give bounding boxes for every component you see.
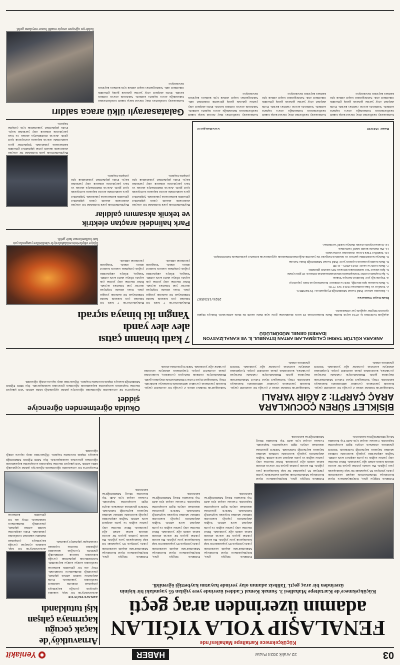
announcement-item: 11- Bu ihalede kısmi teklif verilemez. [337, 246, 389, 251]
announcement-intro: Aşağıda belirtilen iş 4734 sayılı Kamu İhale Kanunu'nun 19 uncu maddesine göre açık ihale usulü ile ihale edilecektir. İhaleye ilişkin ayrıntılı bilgiler aşağıda yer almaktadır. [197, 308, 389, 317]
side-story-body-continued: Arnavutköy'de bir kişi, sokakta oynayan çocuğu kaçırmaya çalışırken mahalle sakinleri tarafından yakalandı. Polis ekiplerine teslim edilen şüpheli, çıkarıldığı mahkemece tutuklandı. Olay anı bir güvenlik kamerası [8, 513, 46, 551]
fire-headline-line3: Yangın iki binaya sıçradı [77, 309, 190, 321]
side-story-text-wrap [48, 519, 98, 599]
side-headline-line4: kişi tutuklandı [41, 603, 98, 614]
main-story-body-col1: Edinilen bilgiye göre, Küçükçekmece ilçesi Kartaltepe Mahallesi'nde akşam saatlerinde yolda yürüyen 65 yaşındaki bir kişi fenalaşarak yere yığıldı. Bu sırada yoldan geçen bir aracın altında kalan adam ağır yaralandı. İhbar üzerine olay yerine sağlık ve polis ekipleri sevk edildi. Sağlık ekiplerinin yaptığı kontrolde talihsiz adamın hayatını kaybettiği belirlendi. Sürücü gözaltına alınırken olayla ilgili soruşturma başlatıldı. Cenaze otopsi için Adli Tıp Kurumu Morg Müdürlüğü'ne kaldırıldı. [204, 491, 252, 559]
announcement-item: 7- İhale tarih ve saati: 16.01.2025 - 11:00 [332, 263, 389, 268]
bicycle-story-body-col1: Sultangazi'de bisiklet süren 2 çocuğa bir otomobil çarptı. Kazada yaralanan çocuklar ambulansla hastaneye kaldırıldı. Olay, Sultangazi ilçesi Cebeci Mahallesi'nde meydana geldi. Bisikletleriyle caddede ilerleyen çocuklara, kontrolden çıkan otomobil çarptı. Çarpmanın etkisiyle savrulan çocuklar ağır yaralandı. Sürücü gözaltına alındı. [314, 360, 394, 390]
fire-story [6, 233, 190, 345]
page-number: 03 [382, 649, 394, 661]
announcement-item: 2- Telefon ve faks numarası: 0212 321 77 01 [328, 284, 389, 289]
bicycle-headline-line1: BİSİKLET SÜREN ÇOCUKLARA [258, 402, 394, 412]
side-divider [99, 417, 100, 645]
galatasaray-story-body-col3: Galatasaray taraftarları maç öncesi karşı takım taraftarlarının bulunduğu araca taşlarla saldırdı. Saldırıda aracın camları kırıldı. Polis ekipleri olay yerine gelerek geniş güvenlik önlemleri aldı. Saldırganları tespit etmek için kamera kayıtları inceleniyor. [262, 91, 326, 117]
main-story-body-col4: Edinilen bilgiye göre, Küçükçekmece ilçesi Kartaltepe Mahallesi'nde akşam saatlerinde yolda yürüyen 65 yaşındaki bir kişi fenalaşarak yere yığıldı. Bu sırada yoldan geçen bir aracın altında kalan adam ağır yaralandı. İhbar üzerine olay yerine sağlık ve polis ekipleri sevk edildi. Sağlık ekiplerinin yaptığı kontrolde talihsiz adamın hayatını kaybettiği belirlendi. Sürücü gözaltına alınırken olayla ilgili soruşturma başlatıldı. Cenaze otopsi için Adli Tıp Kurumu Morg Müdürlüğü'ne kaldırıldı. [328, 434, 394, 481]
park-story-body-col3: Beylikdüzü'nde park halindeki bir araçtan elektronik aksam çalan şüpheliler güvenlik kamerasına yakalandı. Şüpheliler gece saatlerinde aracın kapısını zorlayarak içeri girdi. Aracın multimedya ekranı ve bazı parçalarını sökerek olay yerinden kaçtı. Polis şüphelileri yakalamak için çalışma başlattı. [8, 121, 68, 155]
main-story-photo [254, 483, 394, 559]
right-divider-1 [6, 229, 190, 230]
fire-story-photo [6, 245, 98, 305]
section-label: HABER [132, 650, 168, 661]
side-headline-line2: kaçak çocuğu [45, 624, 98, 635]
galatasaray-story-body-col4: Galatasaray taraftarları maç öncesi karşı takım taraftarlarının bulunduğu araca taşlarla saldırdı. Saldırıda aracın camları kırıldı. Polis ekipleri olay yerine gelerek geniş güvenlik önlemleri aldı. Saldırganları tespit etmek için kamera kayıtları inceleniyor. [188, 91, 258, 117]
bicycle-headline-line2: ARAÇ ÇARPTI: 2 AĞIR YARALI [261, 392, 394, 402]
main-story-body-col2: Edinilen bilgiye göre, Küçükçekmece ilçesi Kartaltepe Mahallesi'nde akşam saatlerinde yolda yürüyen 65 yaşındaki bir kişi fenalaşarak yere yığıldı. Bu sırada yoldan geçen bir aracın altında kalan adam ağır yaralandı. İhbar üzerine olay yerine sağlık ve polis ekipleri sevk edildi. Sağlık ekiplerinin yaptığı kontrolde talihsiz adamın hayatını kaybettiği belirlendi. Sürücü gözaltına alınırken olayla ilgili soruşturma başlatıldı. Cenaze otopsi için Adli Tıp Kurumu Morg Müdürlüğü'ne kaldırıldı. [152, 491, 200, 559]
announcement-item: 10- Teklifler Türk Lirası cinsinden verilecektir. [325, 251, 389, 256]
fire-story-body-col1: Bahçelievler'de 7 katlı bir binanın çatı katında henüz bilinmeyen bir nedenle yangın çıktı. Kısa sürede büyüyen alevler yan binalara sıçradı. İhbar üzerine olay yerine çok sayıda itfaiye ekibi sevk edildi. Yangın, itfaiye ekiplerinin yoğun çalışması sonucu kontrol altına alındı. Yangında yaralanan olmadı. [146, 258, 190, 305]
brand-mark-icon [38, 651, 46, 659]
main-deck: Küçükçekmece'de Kartaltepe Mahallesi 3. Sumak Kemal Caddesi üzerinde yere yığılan 65 yaşındaki bir kişinin üzerinden bir araç geçti. Talihsiz adamın olay yerinde hayatını kaybettiği öğrenildi. [119, 581, 377, 594]
galatasaray-story-photo [6, 31, 94, 103]
main-story [102, 561, 394, 645]
announcement-ikn-row [197, 295, 389, 301]
bicycle-story-body-col2: Sultangazi'de bisiklet süren 2 çocuğa bir otomobil çarptı. Kazada yaralanan çocuklar ambulansla hastaneye kaldırıldı. Olay, Sultangazi ilçesi Cebeci Mahallesi'nde meydana geldi. Bisikletleriyle caddede ilerleyen çocuklara, kontrolden çıkan otomobil çarptı. Çarpmanın etkisiyle savrulan çocuklar ağır yaralandı. Sürücü gözaltına alındı. [230, 360, 310, 390]
galatasaray-headline: Galatasaraylı ülkü araca saldırı [51, 107, 184, 117]
announcement-footer-left: Basın: 1543210 [367, 126, 389, 131]
announcement-ikn-label: İhale Kayıt Numarası [357, 296, 389, 301]
galatasaray-story-body-col2: Galatasaray taraftarları maç öncesi karşı takım taraftarlarının bulunduğu araca taşlarla saldırdı. Saldırıda aracın camları kırıldı. Polis ekipleri olay yerine gelerek geniş güvenlik önlemleri aldı. Saldırganları tespit etmek için kamera kayıtları inceleniyor. [330, 91, 394, 117]
park-story-photo [6, 155, 68, 207]
brand-logo [6, 651, 46, 660]
announcement-items [197, 133, 389, 293]
teacher-story-body: Esenyurt'ta bir ortaokulda öğretmenin öğrenciye şiddet uyguladığı iddia edildi. Veli şikayeti üzerine başlatılan soruşturma kapsamında öğretmen görevden uzaklaştırıldı. İlçe Milli Eğitim Müdürlüğü konuya ilişkin inceleme başlattı. Öğrencinin darp raporu aldığı öğrenildi. [6, 379, 140, 392]
footer-divider [6, 10, 394, 11]
side-story-body: Arnavutköy'de bir kişi, sokakta oynayan çocuğu kaçırmaya çalışırken mahalle sakinleri tarafından yakalandı. Polis ekiplerine teslim edilen şüpheli, çıkarıldığı mahkemece tutuklandı. Olay anı bir güvenlik kamerası tarafından saniye saniye kaydedildi. Görüntülerde şüphelinin çocuğu kolundan tutarak sürüklediği görüldü. Çocuğun annesinin çığlıkları üzerine toplanan vatandaşlar şüpheliyi yakaladı. [48, 540, 98, 595]
announcement-item: 3- İhale konusu işin niteliği, türü ve miktarı: Kanalizasyon hattı yapım işi [289, 280, 389, 285]
page-date: 22 Aralık 2024 Pazar [255, 652, 297, 658]
announcement-item: 8- İhale komisyonunun toplantı yeri: İSKİ Genel Müdürlüğü İhale Salonu [288, 259, 389, 264]
park-story-body-col2: Beylikdüzü'nde park halindeki bir araçtan elektronik aksam çalan şüpheliler güvenlik kamerasına yakalandı. Şüpheliler gece saatlerinde aracın kapısını zorlayarak içeri girdi. Aracın multimedya ekranı ve bazı parçalarını sökerek olay yerinden kaçtı. Polis şüphelileri yakalamak için çalışma başlattı. [71, 173, 129, 207]
side-headline-line3: kaçırmaya çalışan [27, 614, 98, 624]
galatasaray-story-body-col1: Galatasaray taraftarları maç öncesi karşı takım taraftarlarının bulunduğu araca taşlarla saldırdı. Saldırıda aracın camları kırıldı. Polis ekipleri olay yerine gelerek geniş güvenlik önlemleri aldı. Saldırganları tespit etmek için kamera kayıtları inceleniyor. [98, 82, 184, 103]
header-divider [6, 647, 394, 648]
announcement-item: 5- İşe başlama tarihi: Sözleşmenin imzalanmasından itibaren 10 gün içinde [287, 272, 389, 277]
teacher-story [6, 352, 140, 412]
bicycle-story [144, 352, 394, 412]
page-header [6, 649, 394, 661]
fire-headline-line2: alev alev yandı [123, 321, 190, 333]
galatasaray-story [6, 13, 394, 117]
page-footer [6, 1, 394, 9]
announcement-item: 6- İşin süresi: Yer tesliminden itibaren 365 takvim günüdür. [308, 267, 389, 272]
park-headline-line2: ve teknik aksamını çaldılar [95, 210, 190, 220]
side-story-photo [6, 551, 46, 599]
teacher-story-right-body: Esenyurt'ta bir ortaokulda öğretmenin öğrenciye şiddet uyguladığı iddia edildi. Veli şikayeti üzerine başlatılan soruşturma kapsamında öğretmen görevden uzaklaştırıldı. İlçe Milli Eğitim Müdürlüğü konuya ilişkin inceleme başlattı. Öğrencinin darp raporu aldığı öğrenildi. [6, 449, 98, 470]
main-kicker: Küçükçekmece Kartaltepe Mahallesi'nde [199, 639, 297, 645]
main-headline-line2: adamın üzerinden araç geçti [129, 596, 367, 618]
side-story [6, 513, 98, 645]
teacher-story-photo [4, 471, 98, 513]
teacher-story-right [6, 417, 98, 513]
side-headline-line1: Arnavutköy'de [39, 635, 98, 645]
announcement-ikn-value: 2024/1534567 [197, 296, 222, 301]
side-story-lead: ARNAVUTKÖY'DE [68, 595, 98, 599]
main-story-body-col5: Edinilen bilgiye göre, Küçükçekmece ilçesi Kartaltepe Mahallesi'nde akşam saatlerinde yolda yürüyen 65 yaşındaki bir kişi fenalaşarak yere yığıldı. Bu sırada yoldan geçen bir aracın altında kalan adam ağır yaralandı. İhbar üzerine olay yerine sağlık ve polis ekipleri sevk edildi. Sağlık ekiplerinin yaptığı kontrolde talihsiz adamın hayatını kaybettiği belirlendi. Sürücü gözaltına alınırken olayla ilgili soruşturma başlatıldı. Cenaze otopsi için Adli Tıp Kurumu Morg Müdürlüğü'ne kaldırıldı. [256, 434, 324, 481]
announcement-item: 12- Konsorsiyum olarak ihaleye teklif verilemez. [322, 242, 389, 247]
fire-headline-line1: 7 katlı binanın çatısı [98, 333, 190, 345]
mid-divider-2 [6, 348, 394, 349]
fire-story-body-col2: Bahçelievler'de 7 katlı bir binanın çatı katında henüz bilinmeyen bir nedenle yangın çıktı. Kısa sürede büyüyen alevler yan binalara sıçradı. İhbar üzerine olay yerine çok sayıda itfaiye ekibi sevk edildi. Yangın, itfaiye ekiplerinin yoğun çalışması sonucu kontrol altına alındı. Yangında yaralanan olmadı. [100, 258, 144, 305]
announcement-footer-right: www.ilan.gov.tr [197, 126, 220, 131]
galatasaray-story-caption: Saldırıya uğrayan araçta maddi hasar meydana geldi. [15, 27, 94, 31]
brand-name: Yeniakit [6, 650, 37, 660]
announcement-item: 1- İdarenin adresi: İSKİ Genel Müdürlüğü Eyüpsultan / İSTANBUL [296, 289, 389, 293]
mid-divider-3 [6, 119, 394, 120]
official-announcement [192, 121, 394, 345]
park-story [6, 123, 190, 227]
mid-divider-1 [6, 414, 394, 415]
announcement-title: ANKARA KÜLTÜR TARIHI ÇALIŞMALARI ARTAN İSTANBUL İL VE KANALİZASYON İDARESİ GENEL MÜDÜRLÜĞÜ [202, 330, 384, 341]
teacher-headline: Okulda öğretmenden öğrenciye şiddet [27, 395, 140, 413]
bicycle-story-body-col3: Sultangazi'de bisiklet süren 2 çocuğa bir otomobil çarptı. Kazada yaralanan çocuklar ambulansla hastaneye kaldırıldı. Olay, Sultangazi ilçesi Cebeci Mahallesi'nde meydana geldi. Bisikletleriyle caddede ilerleyen çocuklara, kontrolden çıkan otomobil çarptı. Çarpmanın etkisiyle savrulan çocuklar ağır yaralandı. Sürücü gözaltına alındı. [144, 364, 226, 390]
announcement-item: 4- Yapılacağı yer: İstanbul Avrupa Yakası [332, 276, 389, 281]
main-story-body-col3: Edinilen bilgiye göre, Küçükçekmece ilçesi Kartaltepe Mahallesi'nde akşam saatlerinde yolda yürüyen 65 yaşındaki bir kişi fenalaşarak yere yığıldı. Bu sırada yoldan geçen bir aracın altında kalan adam ağır yaralandı. İhbar üzerine olay yerine sağlık ve polis ekipleri sevk edildi. Sağlık ekiplerinin yaptığı kontrolde talihsiz adamın hayatını kaybettiği belirlendi. Sürücü gözaltına alınırken olayla ilgili soruşturma başlatıldı. Cenaze otopsi için Adli Tıp Kurumu Morg Müdürlüğü'ne kaldırıldı. [102, 487, 148, 559]
park-headline-line1: Park halindeki araçtan elektrik [82, 219, 190, 228]
announcement-footer [197, 125, 389, 132]
park-story-body-col1: Beylikdüzü'nde park halindeki bir araçtan elektronik aksam çalan şüpheliler güvenlik kamerasına yakalandı. Şüpheliler gece saatlerinde aracın kapısını zorlayarak içeri girdi. Aracın multimedya ekranı ve bazı parçalarını sökerek olay yerinden kaçtı. Polis şüphelileri yakalamak için çalışma başlattı. [132, 173, 190, 207]
fire-story-caption: İtfaiye ekiplerinin müdahalesiyle söndürülen yangında çatı katı kullanılamaz hale geldi. [13, 236, 98, 245]
announcement-item: 9- İhaleye katılabilme şartları ve istenilen belgeler ile yeterlik değerlendirmesinde uygulanacak kriterler şartnamede belirtilmiştir. [213, 255, 389, 260]
main-headline-line1: FENALAŞIP YOLA YIĞILAN [110, 616, 386, 640]
